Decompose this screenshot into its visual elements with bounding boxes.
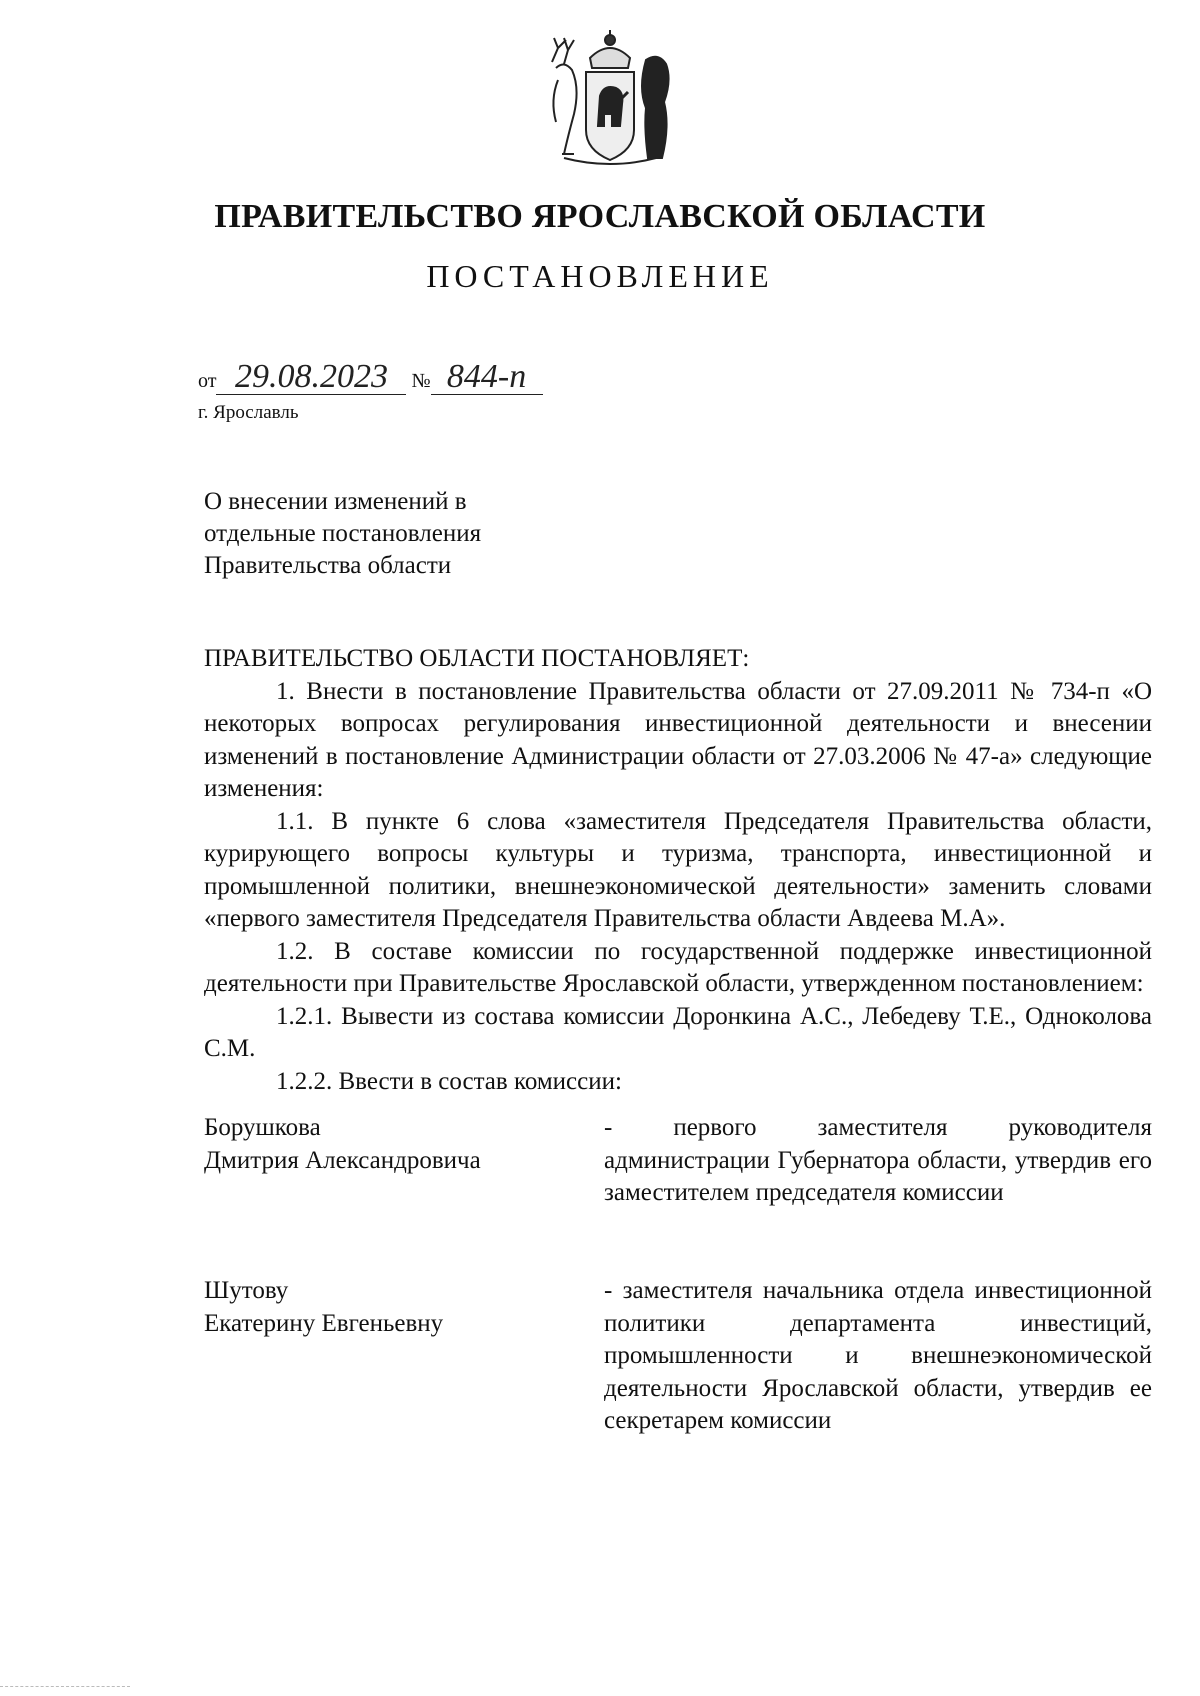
subject-line: О внесении изменений в xyxy=(204,488,467,515)
member-position: - первого заместителя руководителя администрации Губернатора области, утвердив его заместителем председателя комиссии xyxy=(604,1114,1152,1206)
document-number: 844-п xyxy=(431,360,543,395)
resolution-lead: ПРАВИТЕЛЬСТВО ОБЛАСТИ ПОСТАНОВЛЯЕТ: xyxy=(204,645,750,672)
city: г. Ярославль xyxy=(198,402,299,423)
document-body xyxy=(204,643,1152,1098)
number-prefix: № xyxy=(411,370,431,392)
paragraph-1-2-2: 1.2.2. Ввести в состав комиссии: xyxy=(276,1067,622,1095)
subject-line: Правительства области xyxy=(204,552,452,579)
member-given-name: Екатерину Евгеньевну xyxy=(204,1309,444,1337)
paragraph-1-2-1: 1.2.1. Вывести из состава комиссии Доронкина А.С., Лебедеву Т.Е., Одноколова С.М. xyxy=(204,1002,1152,1062)
date-number-line xyxy=(198,360,543,395)
commission-member xyxy=(204,1112,1152,1210)
paragraph-1-2: 1.2. В составе комиссии по государственной поддержке инвестиционной деятельности при Правительстве Ярославской области, утвержденном постановлением: xyxy=(204,937,1152,997)
member-name xyxy=(204,1275,604,1438)
member-given-name: Дмитрия Александровича xyxy=(204,1146,481,1174)
paragraph-1-1: 1.1. В пункте 6 слова «заместителя Председателя Правительства области, курирующего вопросы культуры и туризма, транспорта, инвестиционной и промышленной политики, внешнеэкономической деятельности» заменить словами «первого заместителя Председателя Правительства области Авдеева М.А». xyxy=(204,807,1152,932)
document-type: ПОСТАНОВЛЕНИЕ xyxy=(426,258,774,294)
member-position: - заместителя начальника отдела инвестиционной политики департамента инвестиций, промышленности и внешнеэкономической деятельности Ярославской области, утвердив ее секретарем комиссии xyxy=(604,1277,1152,1434)
document-subject xyxy=(204,486,624,582)
scan-edge-divider xyxy=(0,1686,130,1687)
page-title: ПРАВИТЕЛЬСТВО ЯРОСЛАВСКОЙ ОБЛАСТИ xyxy=(214,198,986,235)
paragraph-1: 1. Внести в постановление Правительства области от 27.09.2011 № 734-п «О некоторых вопросах регулирования инвестиционной деятельности и внесении изменений в постановление Администрации области от 27.03.2006 № 47-а» следующие изменения: xyxy=(204,677,1152,802)
member-surname: Борушкова xyxy=(204,1114,321,1141)
subject-line: отдельные постановления xyxy=(204,520,482,547)
member-name xyxy=(204,1112,604,1210)
document-date: 29.08.2023 xyxy=(216,360,406,395)
date-prefix: от xyxy=(198,370,217,392)
commission-member xyxy=(204,1275,1152,1438)
member-surname: Шутову xyxy=(204,1277,289,1304)
coat-of-arms-icon xyxy=(534,18,686,170)
